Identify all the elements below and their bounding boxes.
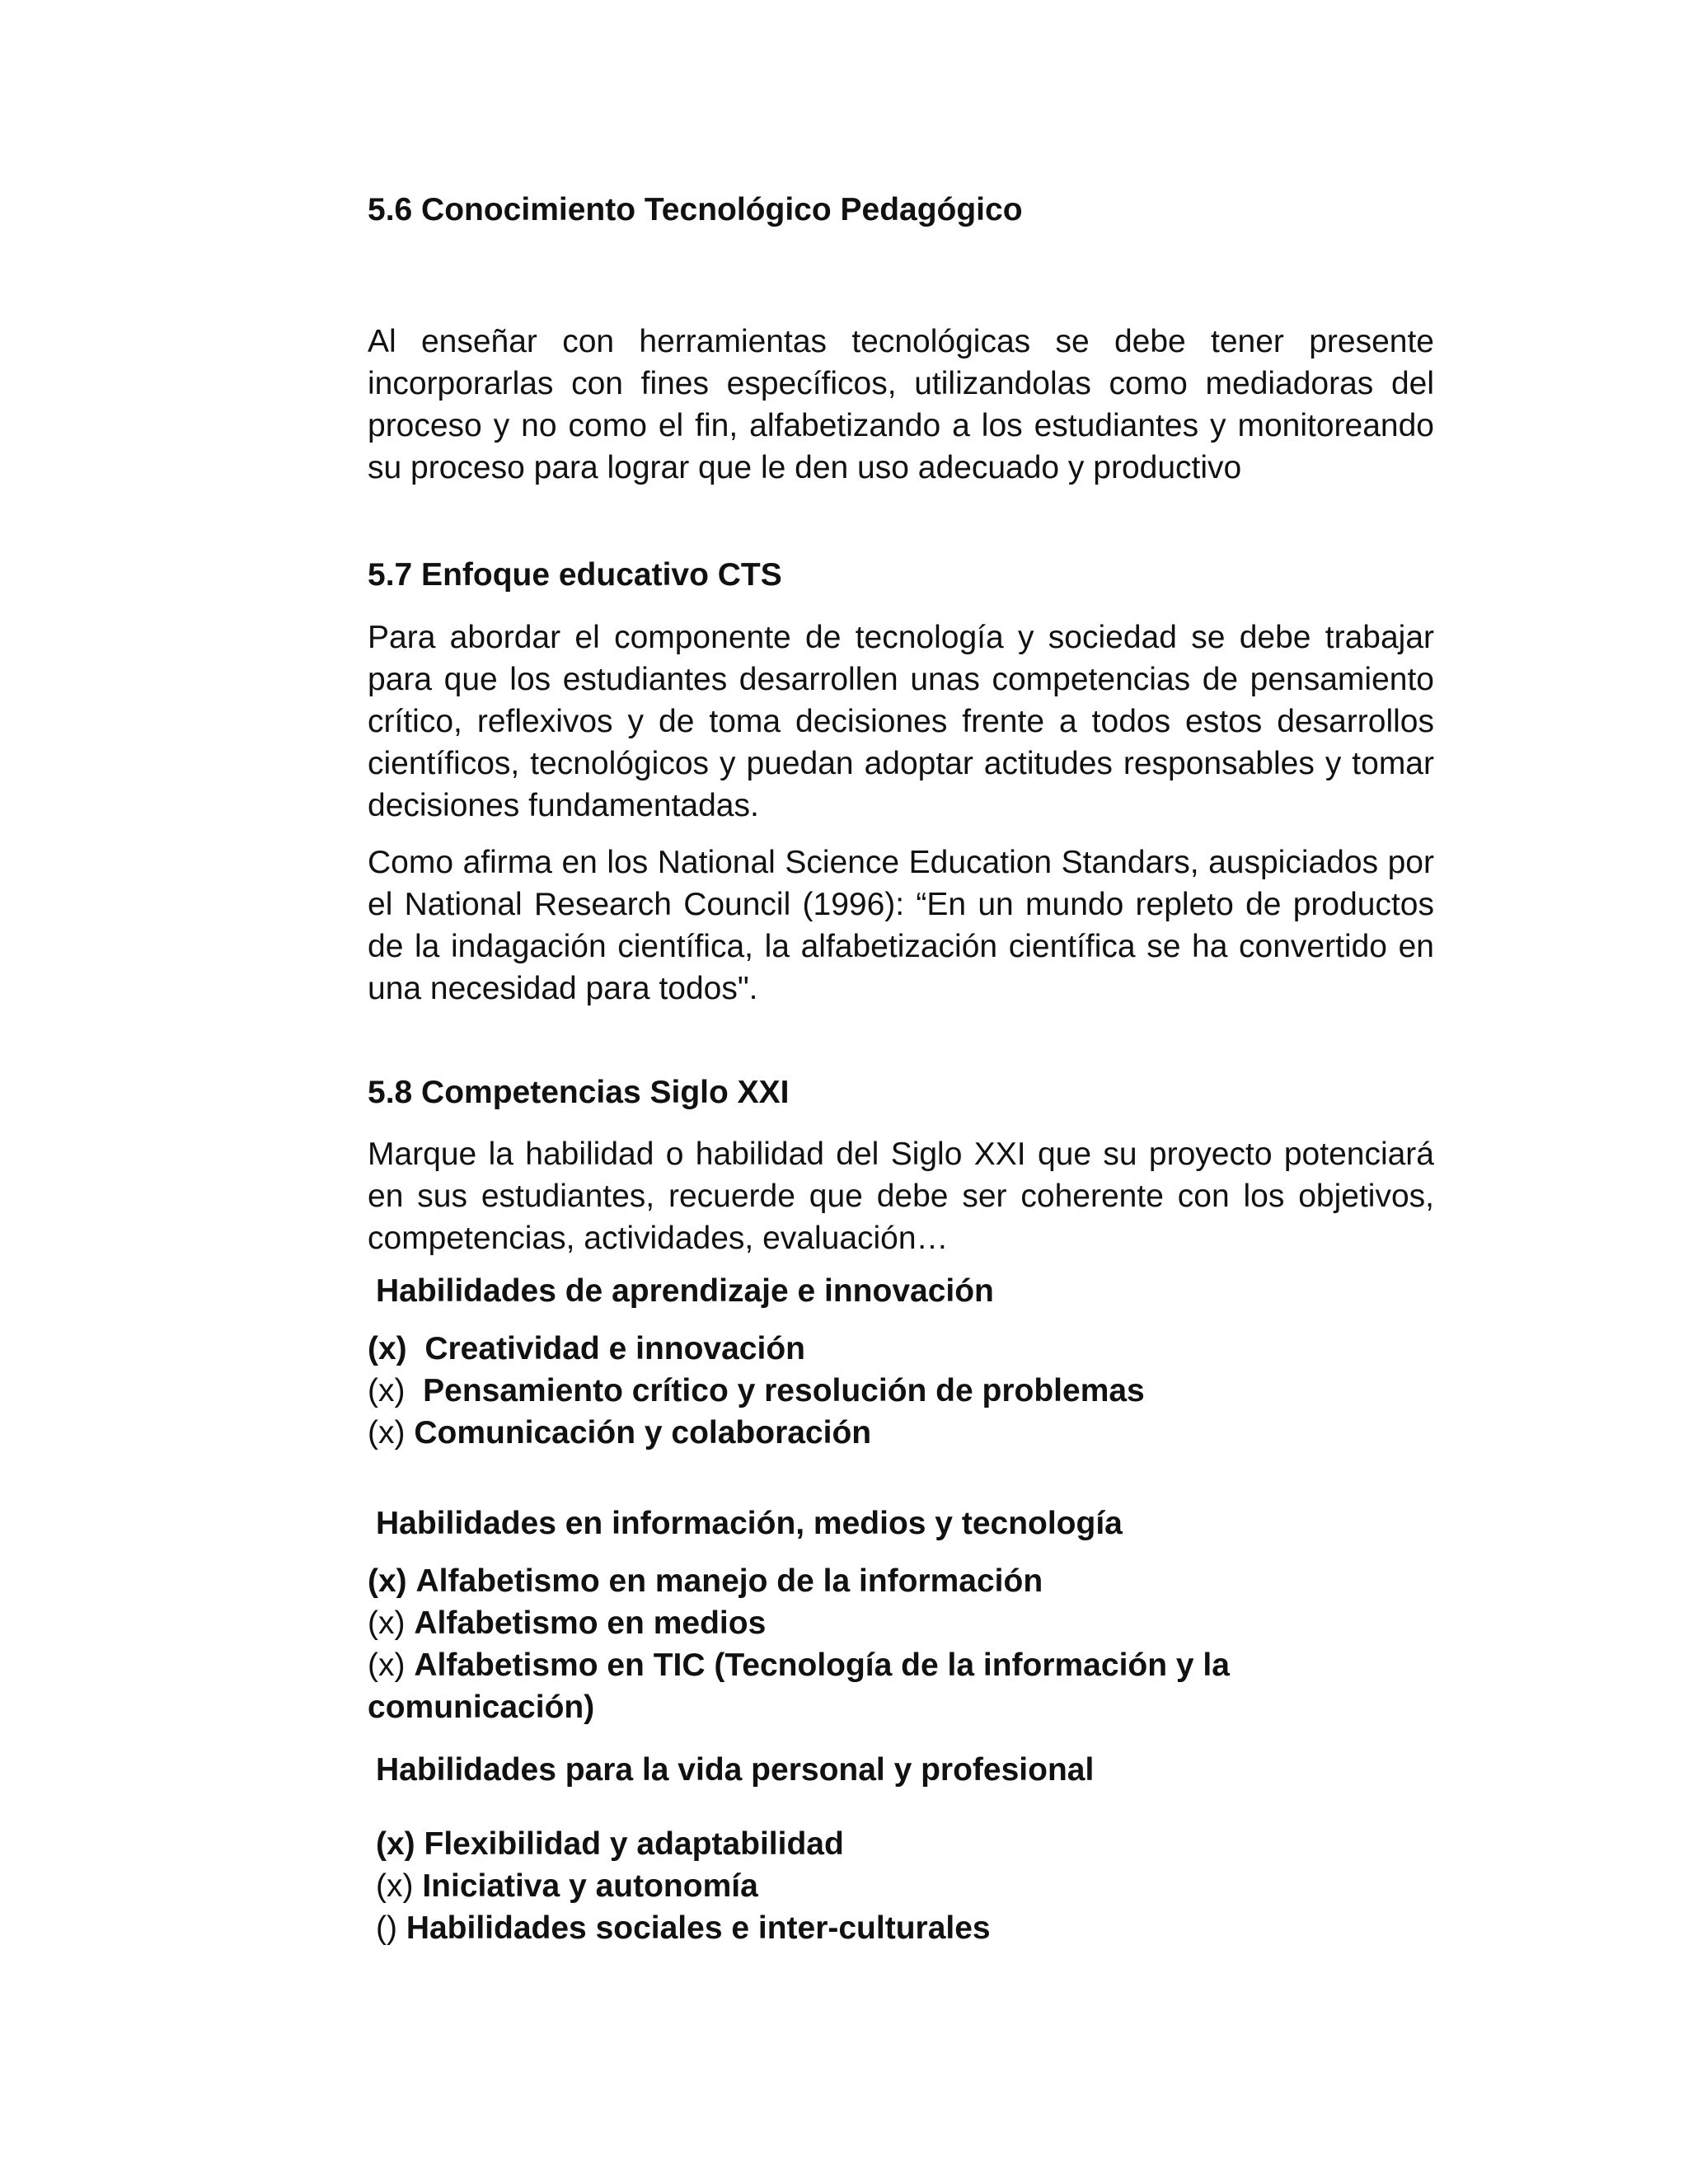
- document-page: [368, 165, 1434, 1949]
- skill-item: [368, 1370, 1434, 1412]
- skill-label: Iniciativa y autonomía: [422, 1868, 758, 1904]
- skill-item: [376, 1823, 1434, 1865]
- skill-label: Habilidades sociales e inter-culturales: [406, 1910, 991, 1946]
- skill-checkmark: (x): [368, 1563, 407, 1599]
- skill-item: [368, 1560, 1434, 1602]
- section-5-7-paragraph-2: Como afirma en los National Science Education Standars, auspiciados por el National Research Council (1996): “En un mundo repleto de productos de la indagación científica, la alfabetización científica se ha convertido en una necesidad para todos".: [368, 844, 1434, 1006]
- skill-checkmark: (x): [376, 1868, 414, 1904]
- section-5-8-paragraph: Marque la habilidad o habilidad del Siglo XXI que su proyecto potenciará en sus estudiantes, recuerde que debe ser coherente con los objetivos, competencias, actividades, evaluación…: [368, 1137, 1434, 1257]
- skill-item: [368, 1602, 1434, 1644]
- skill-label: Creatividad e innovación: [424, 1331, 805, 1367]
- skill-checkmark: (): [376, 1910, 397, 1946]
- section-5-6-paragraph: Al enseñar con herramientas tecnológicas se debe tener presente incorporarlas con fines específicos, utilizandolas como mediadoras del proceso y no como el fin, alfabetizando a los estudiantes y monitoreando su proceso para lograr que le den uso adecuado y productivo: [368, 323, 1434, 485]
- skill-label: Alfabetismo en medios: [414, 1605, 767, 1641]
- skill-item: [376, 1907, 1434, 1949]
- skill-item: [368, 1412, 1434, 1454]
- skill-label: Comunicación y colaboración: [414, 1415, 872, 1451]
- section-heading-5-6: 5.6 Conocimiento Tecnológico Pedagógico: [368, 192, 1023, 227]
- skills-group-title-personal: Habilidades para la vida personal y profesional: [376, 1751, 1095, 1788]
- skills-group-title-learning: Habilidades de aprendizaje e innovación: [376, 1273, 994, 1310]
- skills-group-title-information: Habilidades en información, medios y tecnología: [376, 1506, 1123, 1542]
- skills-list-personal: [376, 1823, 1434, 1949]
- skill-label: Pensamiento crítico y resolución de problemas: [423, 1373, 1145, 1409]
- skill-checkmark: (x): [368, 1415, 406, 1451]
- skill-checkmark: (x): [368, 1605, 406, 1641]
- skill-checkmark: (x): [376, 1825, 415, 1862]
- skill-label: Alfabetismo en manejo de la información: [415, 1563, 1043, 1599]
- skill-item: [376, 1865, 1434, 1907]
- skill-checkmark: (x): [368, 1373, 406, 1409]
- section-5-7-paragraph-1: Para abordar el componente de tecnología y sociedad se debe trabajar para que los estudiantes desarrollen unas competencias de pensamiento crítico, reflexivos y de toma decisiones frente a todos estos desarrollos científicos, tecnológicos y puedan adoptar actitudes responsables y tomar decisiones fundamentadas.: [368, 619, 1434, 823]
- skill-item: [368, 1328, 1434, 1370]
- skill-label: Alfabetismo en TIC (Tecnología de la información y la comunicación): [368, 1647, 1230, 1725]
- skill-item: [368, 1644, 1434, 1728]
- skill-checkmark: (x): [368, 1331, 407, 1367]
- skill-label: Flexibilidad y adaptabilidad: [424, 1825, 844, 1862]
- section-heading-5-8: 5.8 Competencias Siglo XXI: [368, 1074, 790, 1110]
- skills-list-information: [368, 1560, 1434, 1728]
- skill-checkmark: (x): [368, 1647, 406, 1683]
- section-heading-5-7: 5.7 Enfoque educativo CTS: [368, 556, 782, 593]
- skills-list-learning: [368, 1328, 1434, 1454]
